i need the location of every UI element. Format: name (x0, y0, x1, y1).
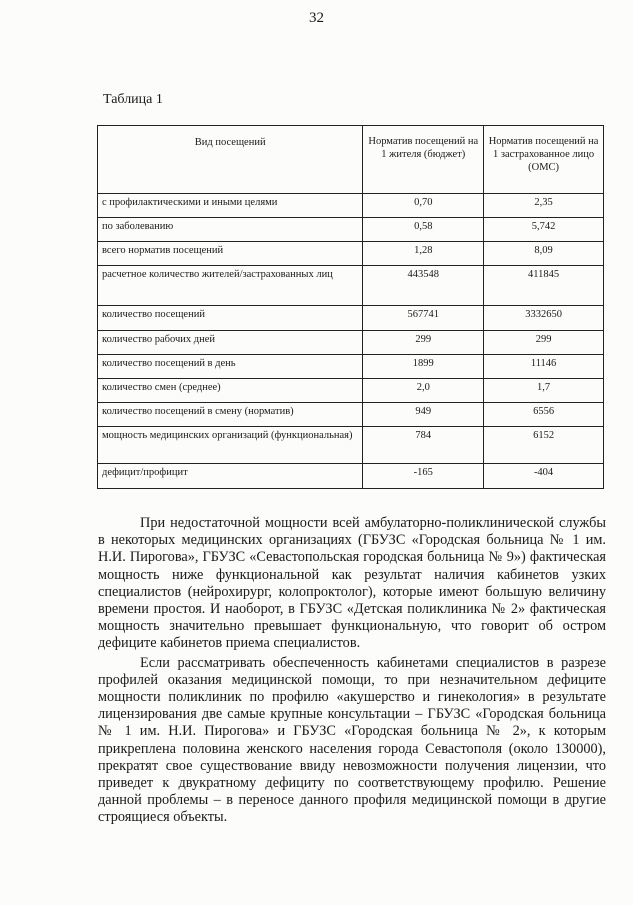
budget-value: 0,70 (363, 194, 484, 218)
table-caption: Таблица 1 (103, 92, 163, 107)
budget-value: 443548 (363, 266, 484, 306)
table-row (98, 194, 604, 218)
body-text (98, 515, 606, 827)
budget-value: 0,58 (363, 218, 484, 242)
oms-value: 299 (484, 331, 604, 355)
table-row (98, 379, 604, 403)
row-label: количество смен (среднее) (98, 379, 363, 403)
table-row (98, 218, 604, 242)
page-number: 32 (309, 10, 324, 26)
budget-value: 567741 (363, 306, 484, 331)
budget-value: 1,28 (363, 242, 484, 266)
oms-value: 3332650 (484, 306, 604, 331)
row-label: по заболеванию (98, 218, 363, 242)
oms-value: 1,7 (484, 379, 604, 403)
row-label: с профилактическими и иными целями (98, 194, 363, 218)
table-row (98, 464, 604, 489)
norms-table (97, 125, 604, 489)
oms-value: 5,742 (484, 218, 604, 242)
oms-value: 11146 (484, 355, 604, 379)
oms-value: 8,09 (484, 242, 604, 266)
table-row (98, 427, 604, 464)
paragraph: При недостаточной мощности всей амбулаторно-поликлинической службы в некоторых медицинских организациях (ГБУЗС «Городская больница № 1 им. Н.И. Пирогова», ГБУЗС «Севастопольская городская больница № 9») фактическая мощность ниже функциональной как результат наличия кабинетов узких специалистов (нейрохирург, колопроктолог), которые имеют большую величину времени простоя. И наоборот, в ГБУЗС «Детская поликлиника № 2» фактическая мощность значительно превышает функциональную, что говорит об остром дефиците кабинетов приема специалистов. (98, 515, 606, 652)
oms-value: -404 (484, 464, 604, 489)
table-row (98, 306, 604, 331)
budget-value: 784 (363, 427, 484, 464)
paragraph: Если рассматривать обеспеченность кабинетами специалистов в разрезе профилей оказания медицинской помощи, то при незначительном дефиците мощности поликлиник по профилю «акушерство и гинекология» в результате лицензирования две самые крупные консультации – ГБУЗС «Городская больница № 1 им. Н.И. Пирогова» и ГБУЗС «Городская больница № 2», к которым прикреплена половина женского населения города Севастополя (около 130000), прекратят свое существование ввиду невозможности получения лицензии, что приведет к двукратному дефициту по соответствующему профилю. Решение данной проблемы – в переносе данного профиля медицинской помощи в другие строящиеся объекты. (98, 654, 606, 826)
row-label: расчетное количество жителей/застрахованных лиц (98, 266, 363, 306)
oms-value: 2,35 (484, 194, 604, 218)
budget-value: 299 (363, 331, 484, 355)
row-label: количество посещений в день (98, 355, 363, 379)
table-row (98, 403, 604, 427)
oms-value: 6152 (484, 427, 604, 464)
header-budget-norm: Норматив посещений на 1 жителя (бюджет) (363, 126, 484, 194)
budget-value: 949 (363, 403, 484, 427)
budget-value: 2,0 (363, 379, 484, 403)
budget-value: -165 (363, 464, 484, 489)
row-label: мощность медицинских организаций (функциональная) (98, 427, 363, 464)
table-header-row (98, 126, 604, 194)
oms-value: 6556 (484, 403, 604, 427)
row-label: количество посещений в смену (норматив) (98, 403, 363, 427)
table-row (98, 355, 604, 379)
table-row (98, 266, 604, 306)
table-row (98, 331, 604, 355)
row-label: количество рабочих дней (98, 331, 363, 355)
header-oms-norm: Норматив посещений на 1 застрахованное лицо (ОМС) (484, 126, 604, 194)
table-row (98, 242, 604, 266)
row-label: количество посещений (98, 306, 363, 331)
oms-value: 411845 (484, 266, 604, 306)
header-visit-type: Вид посещений (98, 126, 363, 194)
row-label: дефицит/профицит (98, 464, 363, 489)
row-label: всего норматив посещений (98, 242, 363, 266)
budget-value: 1899 (363, 355, 484, 379)
